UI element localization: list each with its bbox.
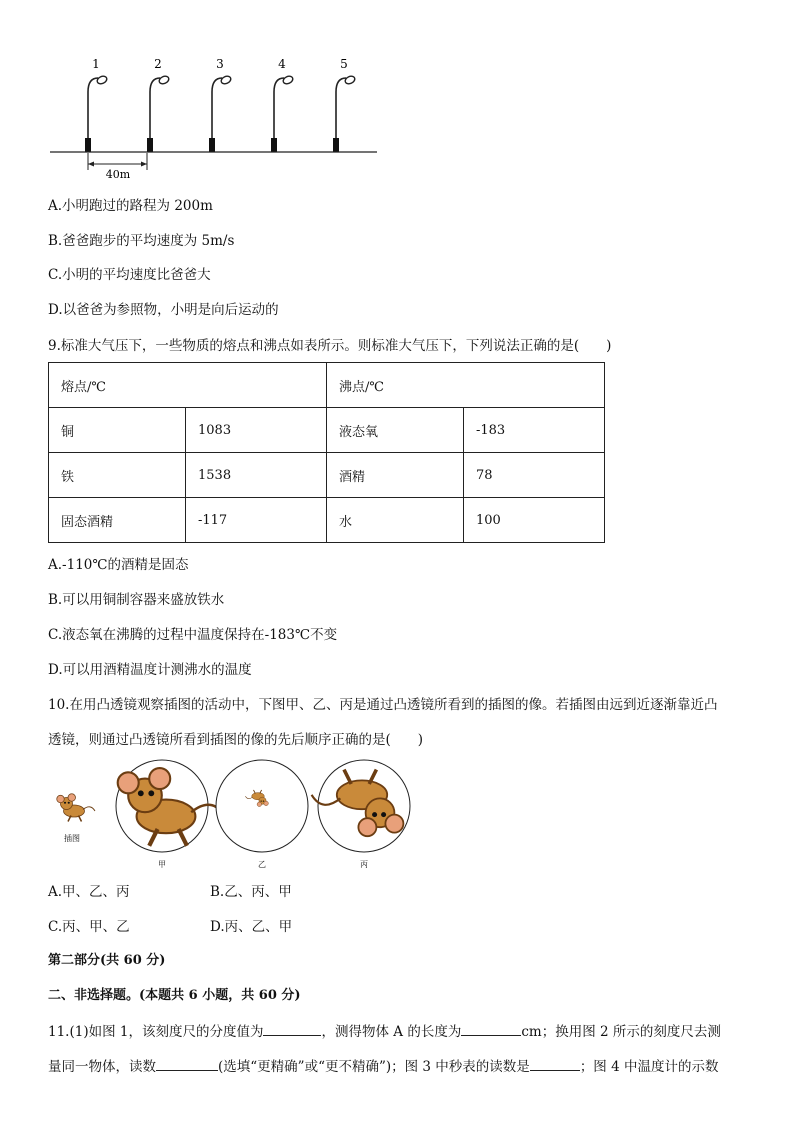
answer-blank[interactable] [461, 1021, 521, 1036]
q11-text-d: 量同一物体，读数 [48, 1059, 156, 1075]
cell-substance: 液态氧 [327, 408, 464, 453]
answer-blank[interactable] [530, 1056, 580, 1071]
lamp-number-label: 5 [340, 57, 348, 71]
q11-text-e: (选填“更精确”或“更不精确”)；图 3 中秒表的读数是 [218, 1059, 530, 1075]
q9-stem: 9.标准大气压下，一些物质的熔点和沸点如表所示。则标准大气压下，下列说法正确的是( ) [48, 338, 612, 354]
header-melting: 熔点/℃ [49, 363, 327, 408]
q9-option-d: D.可以用酒精温度计测沸水的温度 [48, 662, 252, 678]
lamp-number-label: 1 [92, 57, 100, 71]
q9-option-b: B.可以用铜制容器来盛放铁水 [48, 592, 225, 608]
street-lamp [147, 57, 170, 152]
cell-melting-point: 1083 [186, 408, 327, 453]
q10-stem-line1: 10.在用凸透镜观察插图的活动中，下图甲、乙、丙是通过凸透镜所看到的插图的像。若插图由远到近逐渐靠近凸 [48, 697, 718, 713]
q8-option-b: B.爸爸跑步的平均速度为 5m/s [48, 233, 235, 249]
q9-option-c: C.液态氧在沸腾的过程中温度保持在-183℃不变 [48, 627, 338, 643]
q10-stem-line2: 透镜，则通过凸透镜所看到插图的像的先后顺序正确的是( ) [48, 732, 424, 748]
table-header-row [49, 363, 605, 408]
cell-substance: 酒精 [327, 453, 464, 498]
caption-illustration: 插图 [64, 834, 80, 843]
lens-images-figure [44, 758, 414, 874]
distance-label: 40m [105, 168, 131, 181]
cell-substance: 铁 [49, 453, 186, 498]
dimension-arrow-right [141, 162, 147, 167]
street-lamp [271, 57, 294, 152]
street-lamps-figure [40, 52, 385, 184]
q10-option-a: A.甲、乙、丙 [48, 884, 130, 900]
q11-line1 [48, 1021, 721, 1042]
q11-line2 [48, 1056, 718, 1077]
street-lamp [85, 57, 108, 152]
street-lamp [209, 57, 232, 152]
melting-boiling-table [48, 362, 605, 543]
cell-melting-point: 1538 [186, 453, 327, 498]
table-row [49, 498, 605, 543]
q11-text-b: ，测得物体 A 的长度为 [321, 1024, 462, 1040]
table-row [49, 453, 605, 498]
q9-option-a: A.-110℃的酒精是固态 [48, 557, 189, 573]
part2-title: 第二部分(共 60 分) [48, 953, 166, 968]
cell-boiling-point: 100 [464, 498, 605, 543]
cell-boiling-point: -183 [464, 408, 605, 453]
street-lamp [333, 57, 356, 152]
part2-section: 二、非选择题。(本题共 6 小题，共 60 分) [48, 988, 301, 1003]
lamp-group [85, 57, 356, 152]
cell-boiling-point: 78 [464, 453, 605, 498]
caption-bing: 丙 [360, 860, 368, 869]
caption-jia: 甲 [158, 860, 166, 869]
illustration-original [57, 794, 95, 822]
q8-option-d: D.以爸爸为参照物，小明是向后运动的 [48, 302, 279, 318]
cell-melting-point: -117 [186, 498, 327, 543]
lamp-number-label: 2 [154, 57, 162, 71]
caption-yi: 乙 [258, 860, 266, 869]
q11-text-f: ；图 4 中温度计的示数 [579, 1059, 719, 1075]
cell-substance: 铜 [49, 408, 186, 453]
q11-text-a: 11.(1)如图 1，该刻度尺的分度值为 [48, 1024, 264, 1040]
q10-option-d: D.丙、乙、甲 [210, 919, 293, 935]
table-row [49, 408, 605, 453]
lamp-number-label: 4 [278, 57, 286, 71]
answer-blank[interactable] [156, 1056, 218, 1071]
q11-text-c: cm；换用图 2 所示的刻度尺去测 [521, 1024, 721, 1040]
lamp-number-label: 3 [216, 57, 224, 71]
cell-substance: 水 [327, 498, 464, 543]
answer-blank[interactable] [263, 1021, 321, 1036]
q10-option-b: B.乙、丙、甲 [210, 884, 292, 900]
dimension-arrow-left [88, 162, 94, 167]
cell-substance: 固态酒精 [49, 498, 186, 543]
q8-option-c: C.小明的平均速度比爸爸大 [48, 267, 211, 283]
q10-option-c: C.丙、甲、乙 [48, 919, 130, 935]
header-boiling: 沸点/℃ [327, 363, 605, 408]
q8-option-a: A.小明跑过的路程为 200m [48, 198, 213, 214]
lens-circle-yi [216, 760, 308, 852]
